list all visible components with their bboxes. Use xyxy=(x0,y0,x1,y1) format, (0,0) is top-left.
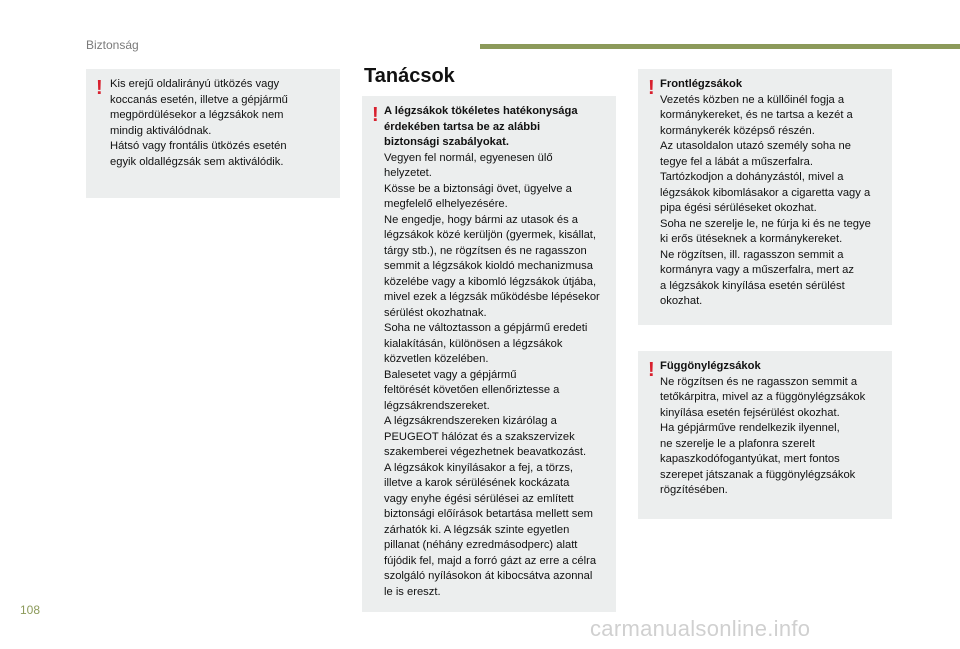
warning-icon: ! xyxy=(372,104,379,126)
front-airbags-text: Vezetés közben ne a küllőinél fogja a kormánykereket, és ne tartsa a kezét a kormánykerék középső részén. Az utasoldalon utazó személy soha ne tegye fel a lábát a műszerfalra. Tartózkodjon a dohányzástól, mivel a légzsákok kibomlásakor a cigaretta vagy a pipa égési sérüléseket okozhat. Soha ne szerelje le, ne fúrja ki és ne tegye ki erős ütéseknek a kormánykereket. Ne rögzítsen, ill. ragasszon semmit a kormányra vagy a műszerfalra, mert az a légzsákok kinyílása esetén sérülést okozhat. xyxy=(660,93,871,307)
tips-title: A légzsákok tökéletes hatékonysága érdekében tartsa be az alábbi biztonsági szabályokat. xyxy=(384,105,578,148)
curtain-airbags-title: Függönylégzsákok xyxy=(660,360,761,372)
warning-text: Kis erejű oldalirányú ütközés vagy koccanás esetén, illetve a gépjármű megpördülésekor a légzsákok nem mindig aktiválódnak. Hátsó vagy frontális ütközés esetén egyik oldallégzsák sem aktiválódik. xyxy=(110,78,288,168)
front-airbags-title: Frontlégzsákok xyxy=(660,78,743,90)
warning-icon: ! xyxy=(648,77,655,99)
curtain-airbags-text: Ne rögzítsen és ne ragasszon semmit a tetőkárpitra, mivel az a függönylégzsákok kinyílása esetén fejsérülést okozhat. Ha gépjárműve rendelkezik ilyennel, ne szerelje le a plafonra szerelt kapaszkodófogantyúkat, mert fontos szerepet játszanak a függönylégzsákok rögzítésében. xyxy=(660,375,866,496)
tips-text: Vegyen fel normál, egyenesen ülő helyzetet. Kösse be a biztonsági övet, ügyelve a megfelelő elhelyezésére. Ne engedje, hogy bármi az utasok és a légzsákok közé kerüljön (gyermek, kisállat, tárgy stb.), ne rögzítsen és ne ragasszon semmit a légzsákok kioldó mechanizmusa közelébe vagy a kibomló légzsákok útjába, mivel ezek a légzsák működésbe lépésekor sérülést okozhatnak. Soha ne változtasson a gépjármű eredeti kialakításán, különösen a légzsákok közvetlen közelében. Balesetet vagy a gépjármű feltörését követően ellenőriztesse a légzsákrendszereket. A légzsákrendszereken kizárólag a PEUGEOT hálózat és a szakszervizek szakemberei végezhetnek beavatkozást. A légzsákok kinyílásakor a fej, a törzs, illetve a karok sérülésének kockázata vagy enyhe égési sérülései az említett biztonsági előírások betartása mellett sem zárhatók ki. A légzsák szinte egyetlen pillanat (néhány ezredmásodperc) alatt fújódik fel, majd a forró gázt az erre a célra szolgáló nyílásokon át kibocsátva azonnal le is ereszt. xyxy=(384,151,600,598)
page-number: 108 xyxy=(20,603,41,617)
warning-box-side-airbags xyxy=(86,69,340,198)
page-title: Tanácsok xyxy=(364,65,455,87)
warning-box-front-airbags xyxy=(638,69,892,325)
section-rule xyxy=(480,44,960,49)
warning-icon: ! xyxy=(96,77,103,99)
warning-icon: ! xyxy=(648,359,655,381)
warning-box-curtain-airbags xyxy=(638,351,892,519)
warning-box-general-tips xyxy=(362,96,616,612)
watermark: carmanualsonline.info xyxy=(590,616,811,641)
section-label: Biztonság xyxy=(86,38,139,52)
